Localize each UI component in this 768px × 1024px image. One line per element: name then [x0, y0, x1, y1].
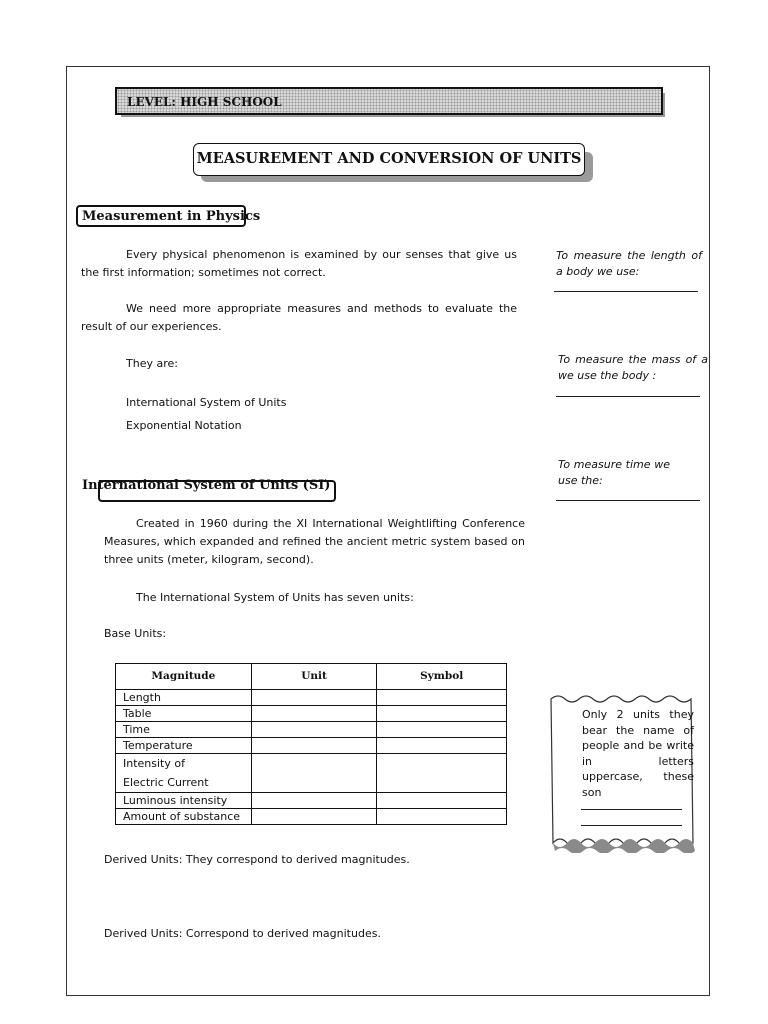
derived-units-2: Derived Units: Correspond to derived magnitudes. — [104, 927, 381, 940]
table-cell-unit — [251, 738, 377, 754]
table-cell-magnitude: Table — [116, 706, 252, 722]
table-cell-text: Electric Current — [123, 776, 209, 789]
base-units-table — [115, 663, 507, 825]
table-cell-unit — [251, 793, 377, 809]
table-header-symbol: Symbol — [377, 664, 507, 690]
base-units-label: Base Units: — [104, 627, 167, 640]
table-cell-magnitude — [116, 754, 252, 793]
table-cell-magnitude: Amount of substance — [116, 809, 252, 825]
si-paragraph-1: Created in 1960 during the XI International Weightlifting Conference Measures, which expanded and refined the ancient metric system based on three units (meter, kilogram, second). — [104, 517, 525, 566]
table-row — [116, 722, 507, 738]
si-heading-label: International System of Units (SI) — [82, 478, 331, 493]
sidebar-time-prompt: To measure time we use the: — [558, 458, 670, 487]
table-row — [116, 809, 507, 825]
table-cell-magnitude: Time — [116, 722, 252, 738]
table-cell-symbol — [377, 738, 507, 754]
table-cell-symbol — [377, 706, 507, 722]
answer-line — [581, 825, 682, 826]
table-cell-text: Intensity of — [123, 757, 185, 770]
list-item-label: Exponential Notation — [126, 419, 242, 432]
table-cell-symbol — [377, 793, 507, 809]
table-cell-unit — [251, 690, 377, 706]
page-title: MEASUREMENT AND CONVERSION OF UNITS — [193, 143, 585, 176]
table-row — [116, 793, 507, 809]
table-row — [116, 754, 507, 793]
intro-paragraph-2: We need more appropriate measures and methods to evaluate the result of our experiences. — [81, 302, 517, 333]
table-cell-symbol — [377, 690, 507, 706]
table-cell-unit — [251, 722, 377, 738]
table-cell-unit — [251, 706, 377, 722]
level-banner: LEVEL: HIGH SCHOOL — [115, 87, 663, 115]
section-heading: Measurement in Physics — [76, 205, 246, 227]
answer-line — [581, 809, 682, 810]
sidebar-mass-prompt: To measure the mass of a we use the body : — [558, 353, 708, 382]
answer-line — [556, 500, 700, 501]
table-header-unit: Unit — [251, 664, 377, 690]
table-cell-symbol — [377, 809, 507, 825]
list-item — [126, 394, 286, 412]
note-text: Only 2 units they bear the name of people and be write in letters uppercase, these son — [582, 708, 694, 799]
table-header-row — [116, 664, 507, 690]
table-cell-symbol — [377, 754, 507, 793]
table-row — [116, 738, 507, 754]
answer-line — [556, 396, 700, 397]
table-cell-magnitude: Temperature — [116, 738, 252, 754]
table-cell-unit — [251, 754, 377, 793]
list-item-label: International System of Units — [126, 396, 287, 409]
si-paragraph-2: The International System of Units has seven units: — [136, 591, 414, 604]
they-are-label: They are: — [126, 357, 178, 370]
table-cell-magnitude: Luminous intensity — [116, 793, 252, 809]
si-heading — [82, 478, 330, 493]
table-cell-unit — [251, 809, 377, 825]
list-item — [126, 417, 242, 435]
table-header-magnitude: Magnitude — [116, 664, 252, 690]
table-cell-magnitude: Length — [116, 690, 252, 706]
table-cell-symbol — [377, 722, 507, 738]
derived-units-1: Derived Units: They correspond to derived magnitudes. — [104, 853, 410, 866]
table-row — [116, 690, 507, 706]
table-row — [116, 706, 507, 722]
sidebar-length-prompt: To measure the length of a body we use: — [556, 249, 702, 278]
answer-line — [554, 291, 698, 292]
intro-paragraph-1: Every physical phenomenon is examined by our senses that give us the first information; sometimes not correct. — [81, 248, 517, 279]
